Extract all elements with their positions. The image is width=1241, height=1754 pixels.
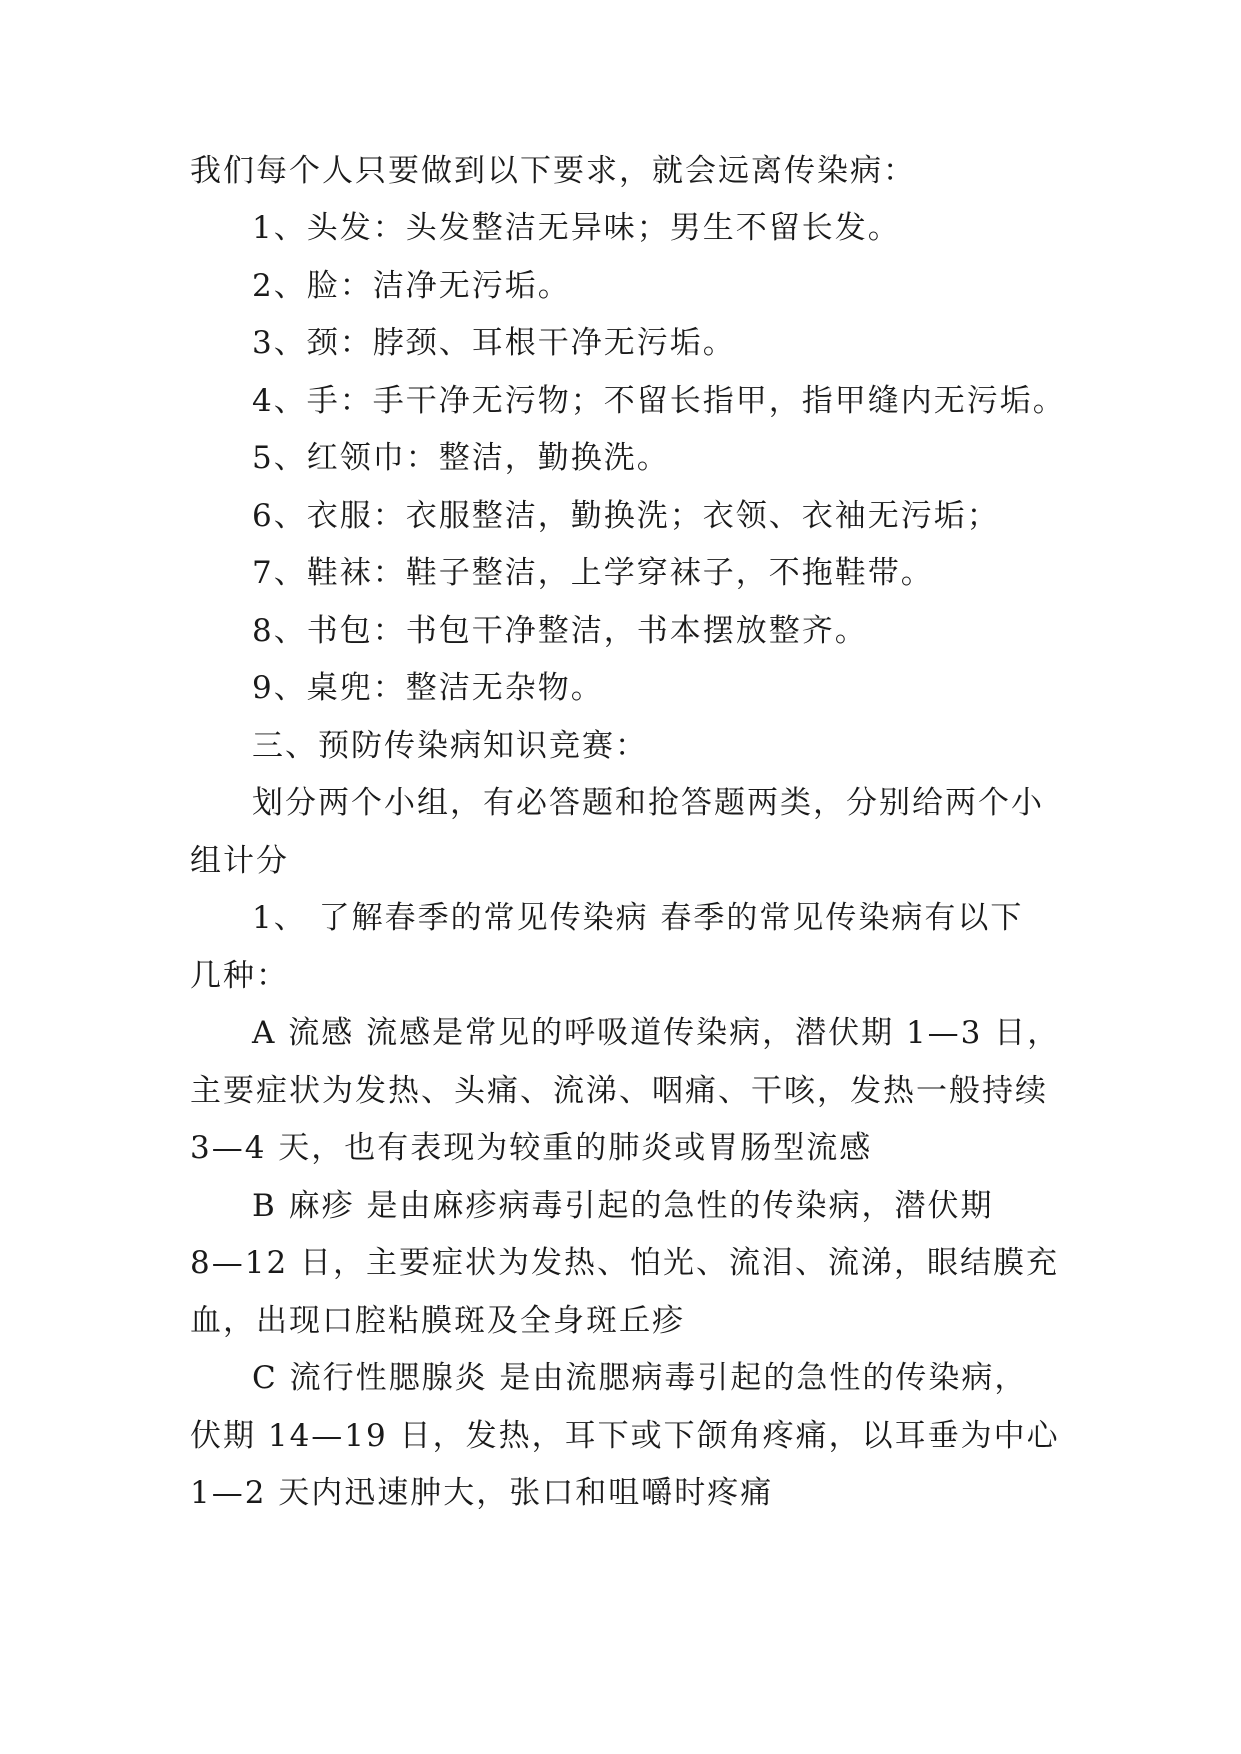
paragraph-line: 1、 了解春季的常见传染病 春季的常见传染病有以下: [252, 900, 1024, 936]
requirement-neck: 3、颈：脖颈、耳根干净无污垢。: [252, 325, 736, 361]
requirement-face: 2、脸：洁净无污垢。: [252, 268, 571, 304]
paragraph-line: 血，出现口腔粘膜斑及全身斑丘疹: [190, 1303, 685, 1339]
requirement-hands: 4、手：手干净无污物；不留长指甲，指甲缝内无污垢。: [252, 383, 1066, 419]
paragraph-line: 主要症状为发热、头痛、流涕、咽痛、干咳，发热一般持续: [190, 1073, 1048, 1109]
paragraph-line: 1—2 天内迅速肿大，张口和咀嚼时疼痛: [190, 1475, 774, 1511]
requirement-desk: 9、桌兜：整洁无杂物。: [252, 670, 604, 706]
requirement-scarf: 5、红领巾：整洁，勤换洗。: [252, 440, 670, 476]
requirement-hair: 1、头发：头发整洁无异味；男生不留长发。: [252, 210, 901, 246]
paragraph-line: C 流行性腮腺炎 是由流腮病毒引起的急性的传染病，: [252, 1360, 1028, 1396]
paragraph-line: 组计分: [190, 843, 289, 879]
paragraph-line: 伏期 14—19 日，发热，耳下或下颌角疼痛，以耳垂为中心: [190, 1418, 1060, 1454]
paragraph-line: 几种：: [190, 958, 289, 994]
requirement-clothes: 6、衣服：衣服整洁，勤换洗；衣领、衣袖无污垢；: [252, 498, 1000, 534]
requirement-shoes: 7、鞋袜：鞋子整洁，上学穿袜子，不拖鞋带。: [252, 555, 934, 591]
paragraph-line: B 麻疹 是由麻疹病毒引起的急性的传染病，潜伏期: [252, 1188, 994, 1224]
paragraph-line: A 流感 流感是常见的呼吸道传染病，潜伏期 1—3 日，: [252, 1015, 1061, 1051]
paragraph-line: 划分两个小组，有必答题和抢答题两类，分别给两个小: [252, 785, 1044, 821]
section-heading: 三、预防传染病知识竞赛：: [252, 728, 648, 764]
intro-line: 我们每个人只要做到以下要求，就会远离传染病：: [190, 153, 916, 189]
paragraph-line: 3—4 天，也有表现为较重的肺炎或胃肠型流感: [190, 1130, 873, 1166]
paragraph-line: 8—12 日，主要症状为发热、怕光、流泪、流涕，眼结膜充: [190, 1245, 1060, 1281]
requirement-bag: 8、书包：书包干净整洁，书本摆放整齐。: [252, 613, 868, 649]
